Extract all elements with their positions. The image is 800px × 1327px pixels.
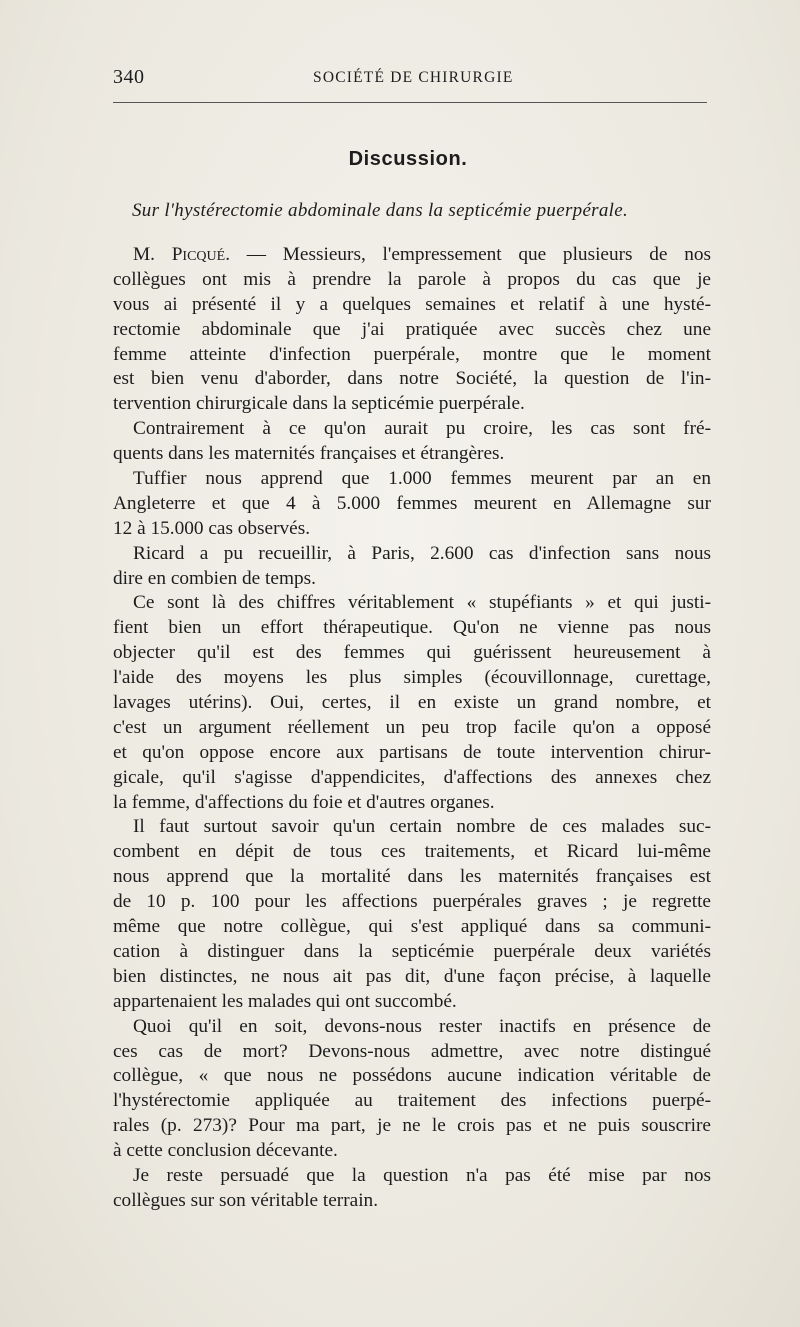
text-line: collègues ont mis à prendre la parole à propos du cas que je: [113, 268, 711, 290]
text-line: la femme, d'affections du foie et d'autres organes.: [113, 791, 495, 813]
speaker-name: Picqué.: [171, 244, 231, 265]
text-line: et qu'on oppose encore aux partisans de toute intervention chirur-: [113, 741, 711, 763]
text-line: Angleterre et que 4 à 5.000 femmes meurent en Allemagne sur: [113, 492, 711, 514]
text-line: tervention chirurgicale dans la septicémie puerpérale.: [113, 393, 525, 415]
text-line: gicale, qu'il s'agisse d'appendicites, d'affections des annexes chez: [113, 766, 711, 788]
text-line: rectomie abdominale que j'ai pratiquée avec succès chez une: [113, 318, 711, 340]
text-line: à cette conclusion décevante.: [113, 1140, 338, 1162]
text-line: collègue, « que nous ne possédons aucune indication véritable de: [113, 1065, 711, 1087]
page-number: 340: [113, 66, 145, 88]
text-line: vous ai présenté il y a quelques semaines et relatif à une hysté-: [113, 293, 711, 315]
text-line: objecter qu'il est des femmes qui guérissent heureusement à: [113, 642, 711, 664]
text-line: M. Picqué. — Messieurs, l'empressement que plusieurs de nos: [133, 244, 711, 265]
text-line: bien distinctes, ne nous ait pas dit, d'une façon précise, à laquelle: [113, 965, 711, 987]
body-text: [113, 243, 711, 1214]
text-line: Je reste persuadé que la question n'a pas été mise par nos: [133, 1164, 711, 1186]
text-line: même que notre collègue, qui s'est appliqué dans sa communi-: [113, 916, 711, 938]
text-line: lavages utérins). Oui, certes, il en existe un grand nombre, et: [113, 692, 711, 714]
running-title: SOCIÉTÉ DE CHIRURGIE: [313, 69, 514, 86]
text-line: nous apprend que la mortalité dans les maternités françaises est: [113, 866, 711, 888]
text-line: quents dans les maternités françaises et étrangères.: [113, 443, 505, 465]
text-line: rales (p. 273)? Pour ma part, je ne le crois pas et ne puis souscrire: [113, 1115, 711, 1137]
text-line: cation à distinguer dans la septicémie puerpérale deux variétés: [113, 940, 711, 962]
text-line: Il faut surtout savoir qu'un certain nombre de ces malades suc-: [133, 816, 711, 838]
text-line: de 10 p. 100 pour les affections puerpérales graves ; je regrette: [113, 891, 711, 913]
text-line: ces cas de mort? Devons-nous admettre, avec notre distingué: [113, 1040, 711, 1062]
header-rule: [113, 102, 707, 103]
text-line: l'aide des moyens les plus simples (écouvillonnage, curettage,: [113, 667, 711, 689]
section-subtitle: Sur l'hystérectomie abdominale dans la septicémie puerpérale.: [132, 200, 629, 221]
text-line: Tuffier nous apprend que 1.000 femmes meurent par an en: [133, 468, 711, 490]
text-line: c'est un argument réellement un peu trop facile qu'on a opposé: [113, 716, 711, 738]
text-line: l'hystérectomie appliquée au traitement des infections puerpé-: [113, 1090, 711, 1112]
running-head: [113, 66, 707, 90]
text-line: Ricard a pu recueillir, à Paris, 2.600 cas d'infection sans nous: [133, 542, 711, 564]
text-line: dire en combien de temps.: [113, 567, 316, 589]
speaker-prefix: M.: [133, 244, 155, 265]
text-line: 12 à 15.000 cas observés.: [113, 517, 311, 539]
text-line: Ce sont là des chiffres véritablement « stupéfiants » et qui justi-: [133, 592, 711, 614]
text-line: combent en dépit de tous ces traitements, et Ricard lui-même: [113, 841, 711, 863]
text-line: collègues sur son véritable terrain.: [113, 1189, 379, 1211]
text-line: fient bien un effort thérapeutique. Qu'on ne vienne pas nous: [113, 617, 711, 639]
text-line: femme atteinte d'infection puerpérale, montre que le moment: [113, 343, 711, 365]
text-line: Contrairement à ce qu'on aurait pu croire, les cas sont fré-: [133, 418, 711, 440]
text-line: Quoi qu'il en soit, devons-nous rester inactifs en présence de: [133, 1015, 711, 1037]
text-line: appartenaient les malades qui ont succombé.: [113, 990, 457, 1012]
section-title: Discussion.: [348, 148, 468, 170]
text-line: est bien venu d'aborder, dans notre Société, la question de l'in-: [113, 368, 711, 390]
